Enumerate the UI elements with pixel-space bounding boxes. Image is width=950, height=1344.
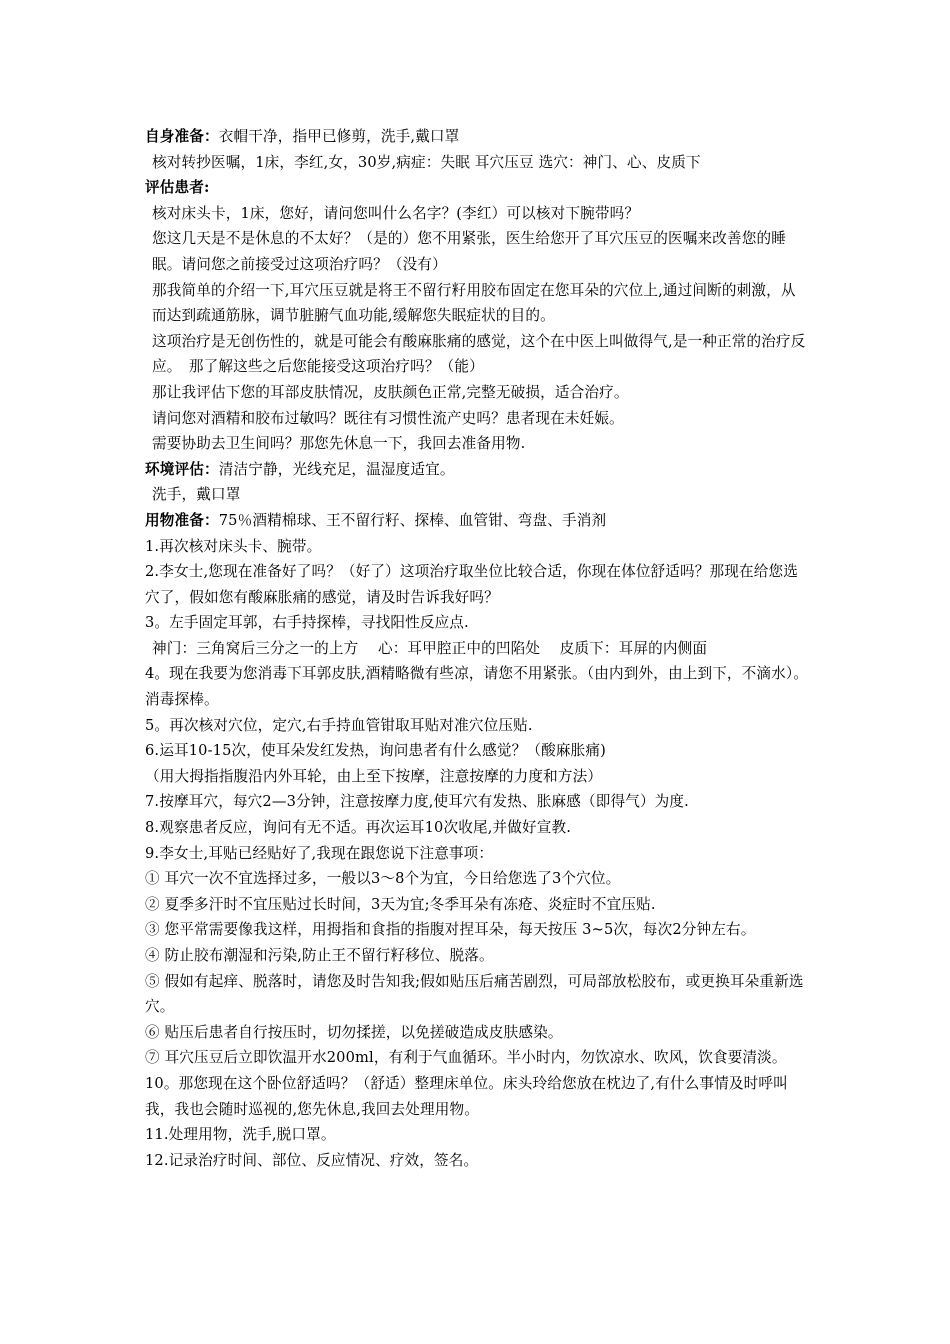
note-item: ④ 防止胶布潮湿和污染,防止王不留行籽移位、脱落。 — [145, 947, 494, 964]
assess-paragraph: 核对床头卡，1床，您好，请问您叫什么名字？(李红）可以核对下腕带吗？ — [152, 204, 640, 222]
step-item: 8.观察患者反应，询问有无不适。再次运耳10次收尾,并做好宣教. — [145, 819, 572, 837]
assess-paragraph: 请问您对酒精和胶布过敏吗？既往有习惯性流产史吗？患者现在未妊娠。 — [152, 409, 624, 427]
acupoints-line: 神门：三角窝后三分之一的上方 心：耳甲腔正中的凹陷处 皮质下：耳屏的内侧面 — [152, 639, 708, 657]
assess-paragraph: 那我简单的介绍一下,耳穴压豆就是将王不留行籽用胶布固定在您耳朵的穴位上,通过间断的刺激，从而达到疏通筋脉，调节脏腑气血功能,缓解您失眠症状的目的。 — [152, 281, 796, 325]
step-note: （用大拇指指腹沿内外耳轮，由上至下按摩，注意按摩的力度和方法） — [145, 767, 603, 785]
step-item: 5。再次核对穴位，定穴,右手持血管钳取耳贴对准穴位压贴. — [145, 716, 533, 734]
step-item: 6.运耳10-15次，使耳朵发红发热，询问患者有什么感觉？（酸麻胀痛) — [145, 742, 606, 760]
env-assess-line — [145, 457, 810, 483]
env-assess-text: 清洁宁静，光线充足，温湿度适宜。 — [218, 460, 455, 478]
assess-paragraph: 需要协助去卫生间吗？那您先休息一下，我回去准备用物. — [152, 435, 526, 453]
step-item: 7.按摩耳穴，每穴2—3分钟，注意按摩力度,使耳穴有发热、胀麻感（即得气）为度. — [145, 793, 689, 811]
assess-paragraph: 那让我评估下您的耳部皮肤情况，皮肤颜色正常,完整无破损，适合治疗。 — [152, 383, 629, 401]
assess-paragraph: 您这几天是不是休息的不太好？（是的）您不用紧张，医生给您开了耳穴压豆的医嘱来改善您的睡眠。请问您之前接受过这项治疗吗？（没有） — [152, 230, 786, 273]
note-item: ② 夏季多汗时不宜压贴过长时间，3天为宜;冬季耳朵有冻疮、炎症时不宜压贴. — [145, 895, 656, 913]
document-body — [145, 124, 810, 1173]
note-item: ⑤ 假如有起痒、脱落时，请您及时告知我;假如贴压后痛苦剧烈，可局部放松胶布，或更换耳朵重新选穴。 — [145, 972, 804, 1016]
self-prep-label: 自身准备： — [145, 128, 219, 145]
step-item: 1.再次核对床头卡、腕带。 — [145, 537, 322, 555]
step-item: 3。左手固定耳郭，右手持探棒，寻找阳性反应点. — [145, 614, 469, 632]
step-item: 4。现在我要为您消毒下耳郭皮肤,酒精略微有些凉，请您不用紧张。（由内到外，由上到下，不滴水）。消毒探棒。 — [145, 665, 809, 709]
step-item: 12.记录治疗时间、部位、反应情况、疗效，签名。 — [145, 1151, 479, 1169]
self-prep-text: 衣帽干净，指甲已修剪，洗手,戴口罩 — [218, 128, 460, 145]
supplies-label: 用物准备： — [145, 511, 219, 529]
note-item: ⑥ 贴压后患者自行按压时，切勿揉搓，以免搓破造成皮肤感染。 — [145, 1023, 563, 1041]
env-assess-label: 环境评估： — [145, 460, 219, 478]
step-item: 10。那您现在这个卧位舒适吗？（舒适）整理床单位。床头玲给您放在枕边了,有什么事情及时呼叫我，我也会随时巡视的,您先休息,我回去处理用物。 — [145, 1074, 788, 1118]
check-order-line: 核对转抄医嘱，1床，李红,女，30岁,病症：失眠 耳穴压豆 选穴：神门、心、皮质下 — [152, 153, 701, 171]
step-item: 2.李女士,您现在准备好了吗？（好了）这项治疗取坐位比较合适，你现在体位舒适吗？那现在给您选穴了，假如您有酸麻胀痛的感觉，请及时告诉我好吗？ — [145, 563, 798, 606]
note-item: ⑦ 耳穴压豆后立即饮温开水200ml，有利于气血循环。半小时内，勿饮凉水、吹风，饮食要清淡。 — [145, 1049, 787, 1067]
assess-patient-heading — [145, 175, 810, 201]
supplies-text: 75％酒精棉球、王不留行籽、探棒、血管钳、弯盘、手消剂 — [218, 511, 607, 529]
note-item: ① 耳穴一次不宜选择过多，一般以3～8个为宜，今日给您选了3个穴位。 — [145, 870, 621, 888]
wash-hands-line: 洗手，戴口罩 — [152, 486, 241, 504]
step-item: 11.处理用物，洗手,脱口罩。 — [145, 1126, 336, 1144]
supplies-line — [145, 508, 810, 534]
note-item: ③ 您平常需要像我这样，用拇指和食指的指腹对捏耳朵，每天按压 3~5次，每次2分钟左右。 — [145, 921, 756, 939]
assess-paragraph: 这项治疗是无创伤性的，就是可能会有酸麻胀痛的感觉，这个在中医上叫做得气,是一种正常的治疗反应。 那了解这些之后您能接受这项治疗吗？（能） — [152, 332, 806, 376]
self-prep-line — [145, 124, 810, 150]
step-item: 9.李女士,耳贴已经贴好了,我现在跟您说下注意事项： — [145, 844, 494, 862]
assess-patient-label: 评估患者: — [145, 179, 210, 197]
